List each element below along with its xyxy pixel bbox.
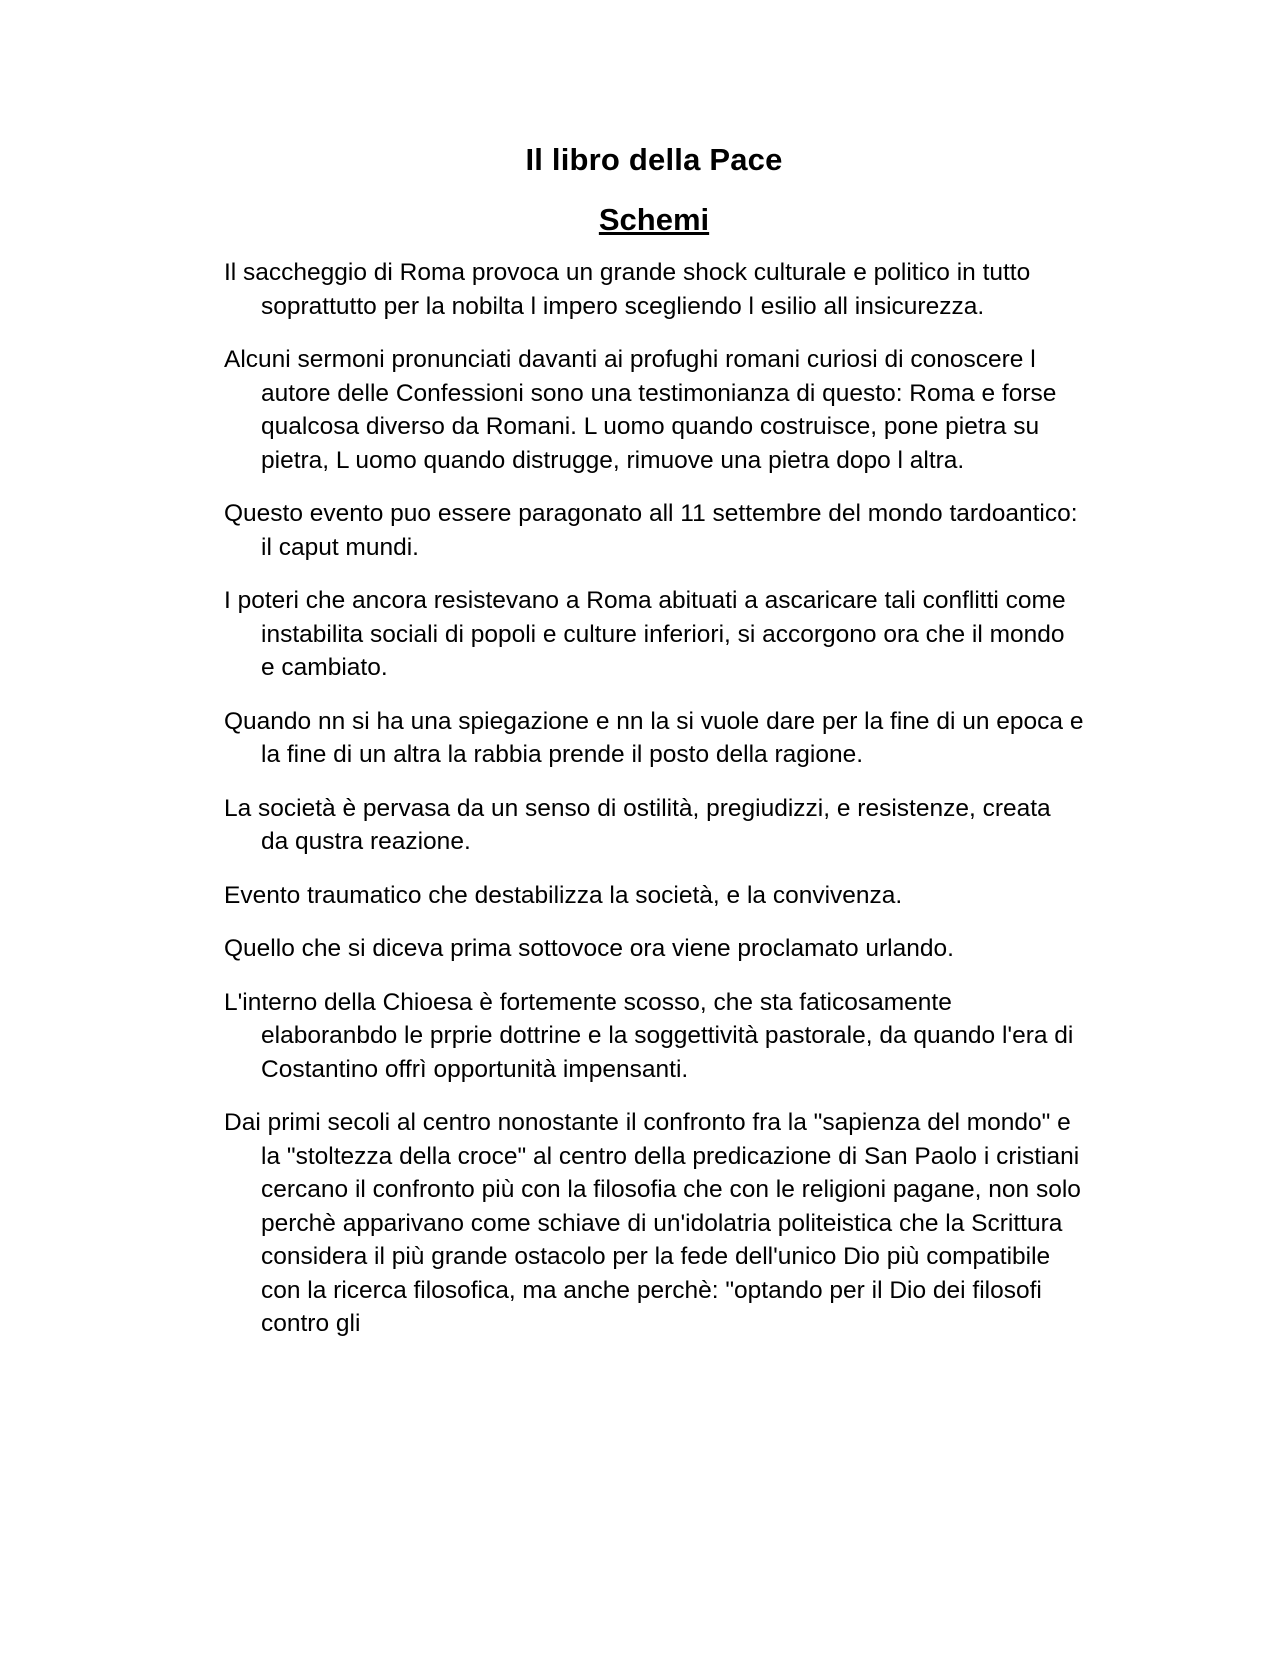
paragraph: Dai primi secoli al centro nonostante il confronto fra la "sapienza del mondo" e la "stoltezza della croce" al centro della predicazione di San Paolo i cristiani cercano il confronto più con la filosofia che con le religioni pagane, non solo perchè apparivano come schiave di un'idolatria politeistica che la Scrittura considera il più grande ostacolo per la fede dell'unico Dio più compatibile con la ricerca filosofica, ma anche perchè: "optando per il Dio dei filosofi contro gli: [224, 1109, 1081, 1337]
paragraph: Questo evento puo essere paragonato all 11 settembre del mondo tardoantico: il caput mundi.: [224, 500, 1078, 561]
paragraph: La società è pervasa da un senso di ostilità, pregiudizzi, e resistenze, creata da qustra reazione.: [224, 794, 1051, 855]
paragraph: Quando nn si ha una spiegazione e nn la si vuole dare per la fine di un epoca e la fine di un altra la rabbia prende il posto della ragione.: [224, 707, 1084, 768]
document-subtitle: Schemi: [598, 202, 710, 237]
paragraph: L'interno della Chioesa è fortemente scosso, che sta faticosamente elaboranbdo le prprie dottrine e la soggettività pastorale, da quando l'era di Costantino offrì opportunità impensanti.: [224, 988, 1074, 1083]
paragraph: Il saccheggio di Roma provoca un grande shock culturale e politico in tutto soprattutto per la nobilta l impero scegliendo l esilio all insicurezza.: [224, 259, 1031, 320]
document-title: Il libro della Pace: [525, 142, 783, 177]
document-body: [224, 140, 1084, 1361]
paragraph-list: [224, 256, 1084, 1341]
paragraph: Quello che si diceva prima sottovoce ora viene proclamato urlando.: [224, 935, 954, 962]
paragraph: Alcuni sermoni pronunciati davanti ai profughi romani curiosi di conoscere l autore delle Confessioni sono una testimonianza di questo: Roma e forse qualcosa diverso da Romani. L uomo quando costruisce, pone pietra su pietra, L uomo quando distrugge, rimuove una pietra dopo l altra.: [224, 346, 1057, 474]
paragraph: Evento traumatico che destabilizza la società, e la convivenza.: [224, 881, 903, 909]
paragraph: I poteri che ancora resistevano a Roma abituati a ascaricare tali conflitti come instabilita sociali di popoli e culture inferiori, si accorgono ora che il mondo e cambiato.: [224, 587, 1066, 681]
